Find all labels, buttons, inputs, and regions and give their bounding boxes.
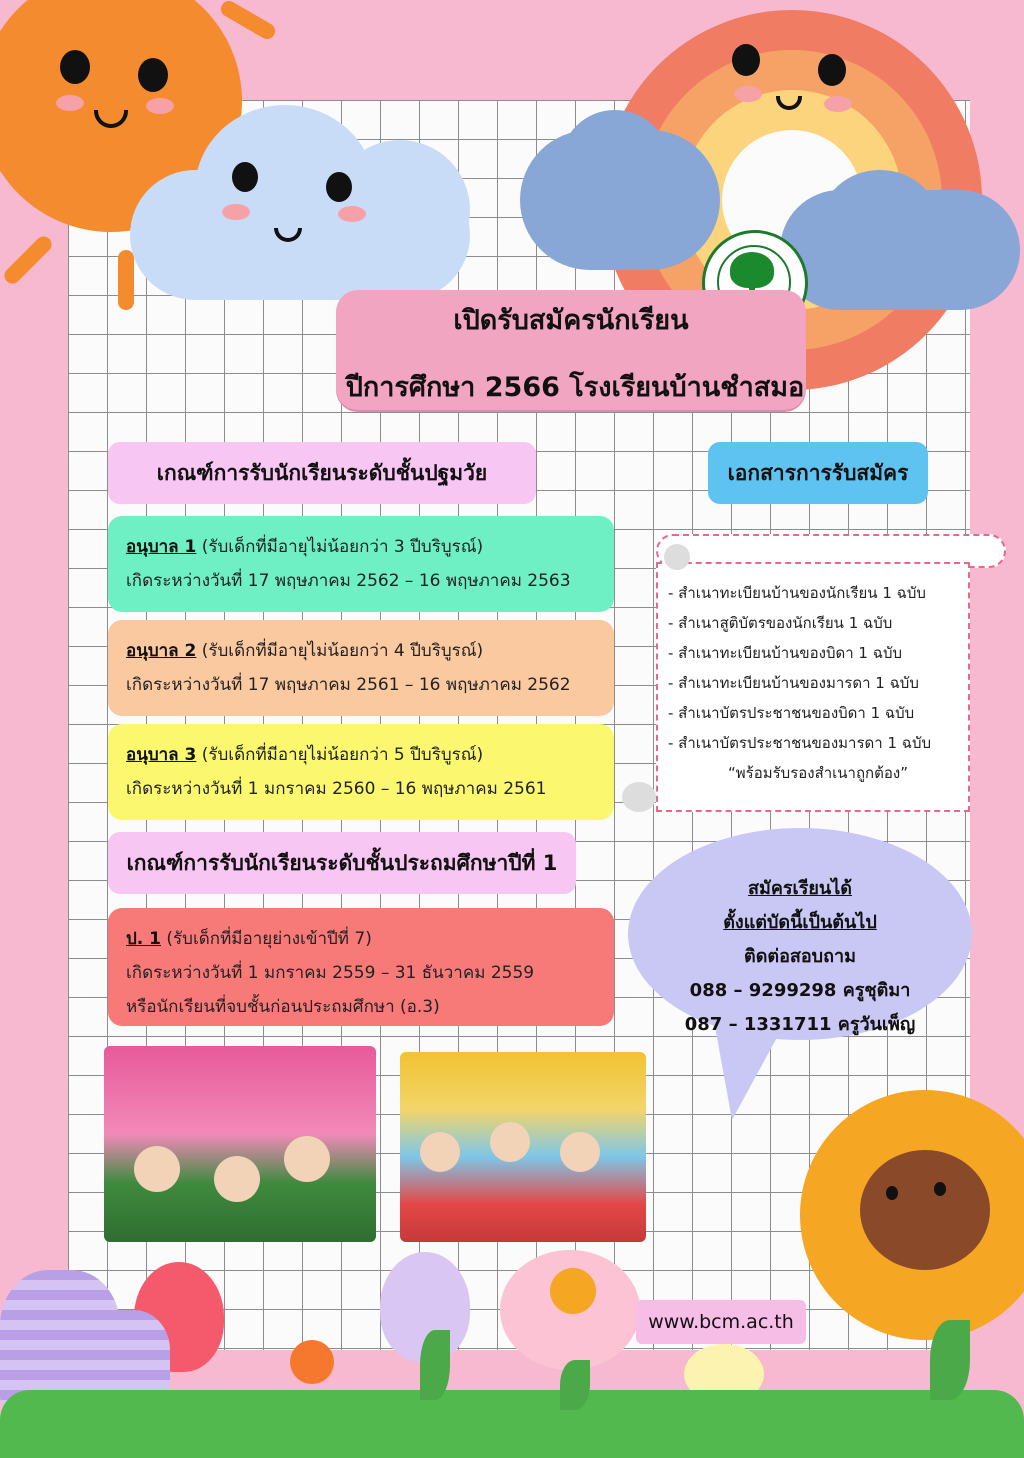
child-face-icon	[284, 1136, 330, 1182]
rainbow-eye-icon	[818, 54, 846, 86]
leaf-icon	[420, 1330, 450, 1400]
contact-phone: 087 – 1331711 ครูวันเพ็ญ	[684, 1014, 916, 1035]
cloud-cheek-icon	[222, 204, 250, 220]
page-title: เปิดรับสมัครนักเรียน	[453, 305, 689, 336]
kindergarten-card-2	[108, 620, 614, 716]
kindergarten-heading: เกณฑ์การรับนักเรียนระดับชั้นปฐมวัย	[108, 442, 536, 504]
tree-icon	[730, 252, 774, 288]
blue-cloud-puff	[560, 110, 670, 220]
document-item: - สำเนาสูติบัตรของนักเรียน 1 ฉบับ	[668, 614, 893, 632]
scroll-curl-icon	[664, 544, 690, 570]
apply-line: สมัครเรียนได้	[748, 878, 852, 899]
kindergarten-card-1	[108, 516, 614, 612]
children-classroom-photo	[104, 1046, 376, 1242]
blue-cloud-puff	[820, 170, 940, 280]
sun-ray-icon	[118, 250, 134, 310]
level-label: อนุบาล 3	[126, 745, 197, 765]
level-desc: (รับเด็กที่มีอายุไม่น้อยกว่า 3 ปีบริบูรณ์)	[196, 537, 484, 557]
childrens-day-event-photo	[400, 1052, 646, 1242]
level-desc: (รับเด็กที่มีอายุไม่น้อยกว่า 4 ปีบริบูรณ์)	[196, 641, 484, 661]
level-label: ป. 1	[126, 929, 161, 949]
contact-label: ติดต่อสอบถาม	[744, 946, 856, 967]
sun-cheek-icon	[146, 98, 174, 114]
rainbow-cheek-icon	[734, 86, 762, 102]
sun-eye-icon	[60, 50, 90, 84]
birth-dates: เกิดระหว่างวันที่ 1 มกราคม 2559 – 31 ธันวาคม 2559	[126, 963, 535, 983]
cloud-eye-icon	[232, 162, 258, 192]
cloud-eye-icon	[326, 172, 352, 202]
contact-text	[628, 872, 972, 1042]
child-face-icon	[490, 1122, 530, 1162]
contact-phone: 088 – 9299298 ครูชุติมา	[689, 980, 911, 1001]
sun-ray-icon	[218, 0, 278, 42]
birth-dates: เกิดระหว่างวันที่ 17 พฤษภาคม 2561 – 16 พฤษภาคม 2562	[126, 675, 571, 695]
documents-list	[668, 578, 968, 788]
primary-heading: เกณฑ์การรับนักเรียนระดับชั้นประถมศึกษาปีที่ 1	[108, 832, 576, 894]
sun-cheek-icon	[56, 95, 84, 111]
sun-ray-icon	[1, 233, 55, 287]
level-label: อนุบาล 1	[126, 537, 197, 557]
flower-center-icon	[550, 1268, 596, 1314]
sun-eye-icon	[138, 58, 168, 92]
apply-date-line: ตั้งแต่บัดนี้เป็นต้นไป	[723, 912, 877, 933]
child-face-icon	[134, 1146, 180, 1192]
birth-dates: เกิดระหว่างวันที่ 1 มกราคม 2560 – 16 พฤษภาคม 2561	[126, 779, 547, 799]
kindergarten-card-3	[108, 724, 614, 820]
rainbow-cheek-icon	[824, 96, 852, 112]
small-flower-icon	[290, 1340, 334, 1384]
documents-note: “พร้อมรับรองสำเนาถูกต้อง”	[728, 764, 908, 782]
level-desc: (รับเด็กที่มีอายุย่างเข้าปีที่ 7)	[161, 929, 372, 949]
document-item: - สำเนาบัตรประชาชนของมารดา 1 ฉบับ	[668, 734, 932, 752]
level-desc: (รับเด็กที่มีอายุไม่น้อยกว่า 5 ปีบริบูรณ์)	[196, 745, 484, 765]
birth-dates: เกิดระหว่างวันที่ 17 พฤษภาคม 2562 – 16 พฤษภาคม 2563	[126, 571, 571, 591]
document-item: - สำเนาทะเบียนบ้านของนักเรียน 1 ฉบับ	[668, 584, 926, 602]
sunflower-face-icon	[860, 1150, 990, 1270]
page-subtitle: ปีการศึกษา 2566 โรงเรียนบ้านชำสมอ	[345, 372, 805, 403]
primary-card	[108, 908, 614, 1026]
sunflower-eye-icon	[934, 1182, 946, 1196]
website-link[interactable]: www.bcm.ac.th	[636, 1300, 806, 1344]
alt-criteria: หรือนักเรียนที่จบชั้นก่อนประถมศึกษา (อ.3)	[126, 997, 440, 1017]
cloud-cheek-icon	[338, 206, 366, 222]
grass-ground	[0, 1390, 1024, 1458]
child-face-icon	[420, 1132, 460, 1172]
document-item: - สำเนาบัตรประชาชนของบิดา 1 ฉบับ	[668, 704, 915, 722]
level-label: อนุบาล 2	[126, 641, 197, 661]
sunflower-eye-icon	[886, 1186, 898, 1200]
scroll-curl-icon	[622, 782, 656, 812]
child-face-icon	[560, 1132, 600, 1172]
leaf-icon	[560, 1360, 590, 1410]
document-item: - สำเนาทะเบียนบ้านของมารดา 1 ฉบับ	[668, 674, 919, 692]
leaf-icon	[930, 1320, 970, 1400]
rainbow-eye-icon	[732, 44, 760, 76]
child-face-icon	[214, 1156, 260, 1202]
documents-heading: เอกสารการรับสมัคร	[708, 442, 928, 504]
document-item: - สำเนาทะเบียนบ้านของบิดา 1 ฉบับ	[668, 644, 903, 662]
